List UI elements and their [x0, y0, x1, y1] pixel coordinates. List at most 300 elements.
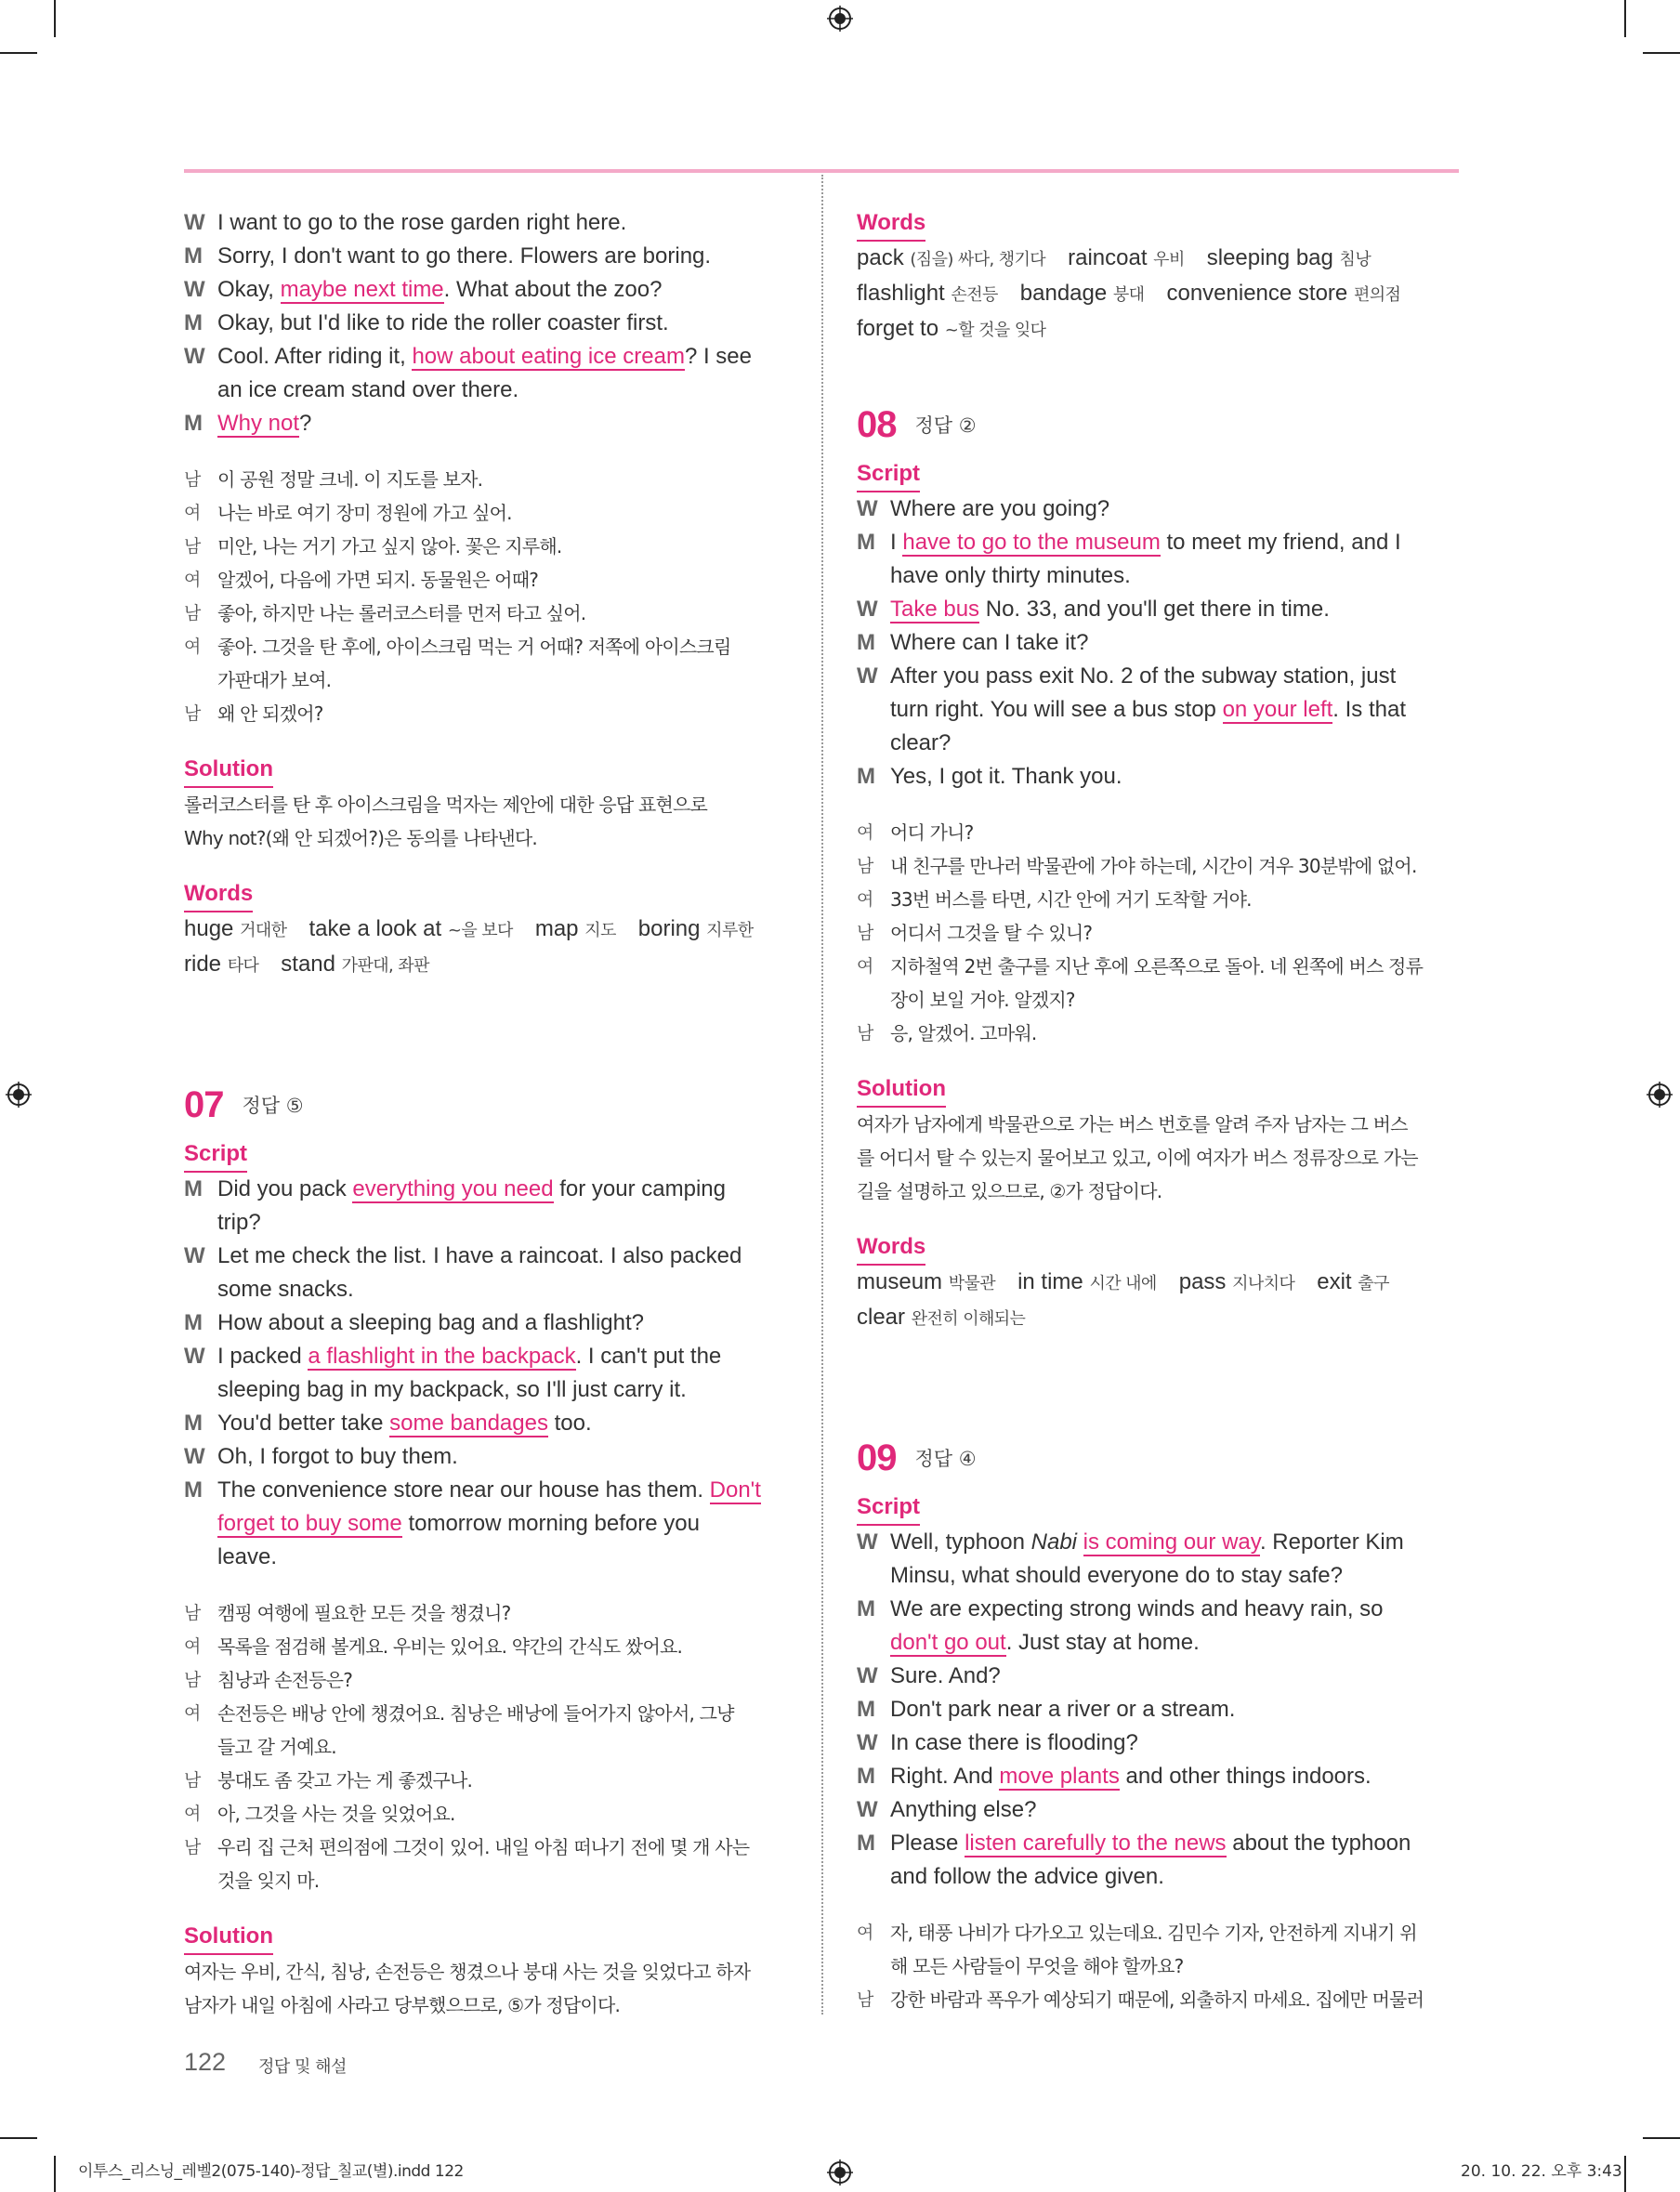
dialogue-text — [890, 1693, 1455, 1726]
key-phrase: maybe next time — [280, 277, 444, 302]
paragraph-line: 롤러코스터를 탄 후 아이스크림을 먹자는 제안에 대한 응답 표현으로 — [184, 794, 708, 816]
text-segment: an ice cream stand over there. — [217, 377, 519, 402]
text-segment: turn right. You will see a bus stop — [890, 697, 1223, 722]
answer-label: 정답 ⑤ — [242, 1095, 304, 1117]
speaker-label: M — [184, 243, 203, 269]
text-segment: We are expecting strong winds and heavy rain, so — [890, 1596, 1384, 1621]
dialogue-text: 장이 보일 거야. 알겠지? — [890, 989, 1075, 1011]
word-meaning: 편의점 — [1353, 285, 1401, 305]
dialogue-line — [184, 697, 782, 730]
speaker-label: W — [857, 1663, 878, 1688]
registration-mark-icon — [827, 2159, 853, 2185]
dialogue-line — [857, 1017, 1455, 1050]
word-english: forget to — [857, 316, 939, 341]
text-segment: You'd better take — [217, 1411, 390, 1436]
crop-mark — [0, 2137, 37, 2139]
text-segment: Well, typhoon — [890, 1529, 1031, 1555]
dialogue-text — [217, 240, 782, 273]
dialogue-line — [184, 1206, 782, 1240]
speaker-label: M — [184, 1477, 203, 1503]
dialogue-text — [217, 1507, 782, 1541]
paragraph-line: 길을 설명하고 있으므로, ②가 정답이다. — [857, 1180, 1162, 1202]
dialogue-line — [857, 1916, 1455, 1949]
speaker-label: M — [857, 1764, 875, 1789]
script-label: Script — [857, 457, 920, 492]
date-slug: 20. 10. 22. 오후 3:43 — [1461, 2162, 1622, 2181]
speaker-label: M — [857, 1831, 875, 1856]
speaker-label: 여 — [184, 570, 202, 590]
dialogue-line — [857, 760, 1455, 794]
text-segment: have only thirty minutes. — [890, 563, 1131, 588]
dialogue-line — [184, 1474, 782, 1507]
dialogue-text: 지하철역 2번 출구를 지난 후에 오른쪽으로 돌아. 네 왼쪽에 버스 정류 — [890, 955, 1424, 978]
text-segment: too. — [547, 1411, 592, 1436]
dialogue-line — [184, 1173, 782, 1206]
dialogue-text — [890, 1660, 1455, 1693]
speaker-label: 여 — [857, 889, 874, 910]
dialogue-text — [890, 693, 1455, 727]
dialogue-line — [184, 407, 782, 440]
dialogue-text — [890, 1526, 1455, 1559]
word-meaning: 박물관 — [948, 1274, 996, 1293]
dialogue-line — [857, 916, 1455, 950]
page-number: 122 — [184, 2048, 227, 2076]
dialogue-text — [890, 1793, 1455, 1827]
text-segment: and other things indoors. — [1119, 1764, 1372, 1789]
question-number: 08 — [857, 403, 897, 445]
speaker-label: 남 — [184, 703, 202, 724]
solution-text — [184, 788, 782, 855]
speaker-label: W — [184, 1444, 205, 1469]
word-english: flashlight — [857, 281, 945, 306]
solution-text — [857, 1108, 1455, 1208]
dialogue-text: 왜 안 되겠어? — [217, 702, 323, 725]
dialogue-text — [890, 1559, 1455, 1593]
text-segment: Let me check the list. I have a raincoat. I also packed — [217, 1243, 742, 1268]
speaker-label: W — [857, 1730, 878, 1755]
speaker-label: M — [184, 1176, 203, 1201]
text-segment: Okay, — [217, 277, 281, 302]
dialogue-text: 아, 그것을 사는 것을 잊었어요. — [217, 1803, 455, 1825]
word-english: convenience store — [1166, 281, 1348, 306]
left-column — [184, 206, 782, 2022]
text-segment: Sure. And? — [890, 1663, 1001, 1688]
text-segment: Cool. After riding it, — [217, 344, 413, 369]
key-phrase: on your left — [1222, 697, 1333, 722]
word-meaning: 손전등 — [951, 285, 998, 305]
text-segment: trip? — [217, 1210, 261, 1235]
dialogue-text: 가판대가 보여. — [217, 669, 332, 691]
right-column — [857, 206, 1455, 2016]
text-segment: clear? — [890, 730, 952, 755]
crop-mark — [1643, 2137, 1680, 2139]
question-number: 09 — [857, 1437, 897, 1478]
dialogue-line — [857, 660, 1455, 693]
speaker-label: M — [184, 1310, 203, 1335]
text-segment: . Is that — [1332, 697, 1406, 722]
speaker-label: W — [857, 1797, 878, 1822]
words-row — [184, 912, 782, 948]
dialogue-line — [184, 1273, 782, 1306]
speaker-label: 여 — [857, 956, 874, 977]
dialogue-line — [184, 1340, 782, 1373]
dialogue-text — [890, 727, 1455, 760]
speaker-label: M — [857, 630, 875, 655]
word-meaning: 타다 — [227, 956, 259, 976]
text-segment: In case there is flooding? — [890, 1730, 1138, 1755]
dialogue-line — [184, 307, 782, 340]
dialogue-line — [184, 1864, 782, 1897]
dialogue-en — [184, 1173, 782, 1574]
dialogue-line — [184, 1407, 782, 1440]
word-meaning: 지루한 — [706, 921, 754, 940]
dialogue-line — [184, 597, 782, 630]
word-english: huge — [184, 916, 234, 941]
text-segment: Please — [890, 1831, 965, 1856]
dialogue-ko — [857, 816, 1455, 1050]
word-meaning: 시간 내에 — [1089, 1274, 1157, 1293]
dialogue-line — [184, 463, 782, 496]
dialogue-line — [184, 1730, 782, 1764]
text-segment: I want to go to the rose garden right here. — [217, 210, 627, 235]
dialogue-line — [857, 1593, 1455, 1626]
dialogue-line — [184, 1507, 782, 1541]
dialogue-line — [184, 1596, 782, 1630]
answer-label: 정답 ② — [914, 414, 977, 437]
dialogue-line — [857, 693, 1455, 727]
dialogue-text: 캠핑 여행에 필요한 모든 것을 챙겼니? — [217, 1602, 511, 1624]
words-label: Words — [184, 877, 253, 912]
dialogue-line — [857, 1827, 1455, 1860]
dialogue-line — [184, 374, 782, 407]
dialogue-text — [217, 1306, 782, 1340]
text-segment: to meet my friend, and I — [1160, 530, 1401, 555]
dialogue-text: 나는 바로 여기 장미 정원에 가고 싶어. — [217, 502, 512, 524]
word-english: in time — [1017, 1269, 1083, 1294]
text-segment: and follow the advice given. — [890, 1864, 1164, 1889]
speaker-label: 남 — [184, 1603, 202, 1623]
speaker-label: M — [857, 530, 875, 555]
paragraph-line: 남자가 내일 아침에 사라고 당부했으므로, ⑤가 정답이다. — [184, 1994, 621, 2016]
word-english: pack — [857, 245, 904, 270]
dialogue-line — [184, 1797, 782, 1831]
speaker-label: 여 — [184, 1804, 202, 1824]
dialogue-text: 33번 버스를 타면, 시간 안에 거기 도착할 거야. — [890, 888, 1252, 911]
dialogue-line — [184, 340, 782, 374]
question-heading — [184, 1072, 782, 1137]
dialogue-text — [217, 407, 782, 440]
dialogue-line — [857, 1526, 1455, 1559]
text-segment: Sorry, I don't want to go there. Flowers are boring. — [217, 243, 712, 269]
dialogue-ko — [857, 1916, 1455, 2016]
word-english: clear — [857, 1305, 906, 1330]
speaker-label: W — [184, 1243, 205, 1268]
speaker-label: M — [857, 764, 875, 789]
dialogue-text — [890, 760, 1455, 794]
speaker-label: W — [184, 1344, 205, 1369]
dialogue-line — [857, 526, 1455, 559]
section-label: 정답 및 해설 — [258, 2057, 347, 2077]
speaker-label: W — [184, 344, 205, 369]
dialogue-text — [217, 206, 782, 240]
speaker-label: 남 — [184, 469, 202, 490]
text-segment: Did you pack — [217, 1176, 353, 1201]
paragraph-line: 를 어디서 탈 수 있는지 물어보고 있고, 이에 여자가 버스 정류장으로 가는 — [857, 1147, 1418, 1169]
text-segment: ? I see — [684, 344, 752, 369]
text-segment: tomorrow morning before you — [401, 1511, 700, 1536]
word-meaning: ~할 것을 잊다 — [944, 321, 1046, 340]
speaker-label: W — [184, 277, 205, 302]
dialogue-text — [217, 273, 782, 307]
word-english: sleeping bag — [1206, 245, 1333, 270]
dialogue-en — [857, 1526, 1455, 1894]
dialogue-line — [857, 1726, 1455, 1760]
word-english: boring — [637, 916, 701, 941]
dialogue-text: 우리 집 근처 편의점에 그것이 있어. 내일 아침 떠나기 전에 몇 개 사는 — [217, 1836, 750, 1858]
dialogue-text — [890, 526, 1455, 559]
text-segment: Right. And — [890, 1764, 1000, 1789]
text-segment: leave. — [217, 1544, 278, 1569]
words-row — [857, 1266, 1455, 1301]
key-phrase: listen carefully to the news — [965, 1831, 1227, 1856]
speaker-label: 남 — [184, 536, 202, 557]
word-meaning: 출구 — [1358, 1274, 1389, 1293]
dialogue-line — [857, 492, 1455, 526]
key-phrase: a flashlight in the backpack — [308, 1344, 576, 1369]
dialogue-line — [857, 1693, 1455, 1726]
dialogue-text — [217, 1541, 782, 1574]
text-segment: Anything else? — [890, 1797, 1037, 1822]
column-divider — [821, 175, 823, 2015]
dialogue-text — [890, 1626, 1455, 1660]
speaker-label: W — [184, 210, 205, 235]
word-english: bandage — [1019, 281, 1108, 306]
text-segment: After you pass exit No. 2 of the subway station, just — [890, 663, 1397, 689]
speaker-label: 남 — [857, 856, 874, 876]
key-phrase: everything you need — [352, 1176, 554, 1201]
text-segment: Oh, I forgot to buy them. — [217, 1444, 458, 1469]
dialogue-text — [890, 1827, 1455, 1860]
speaker-label: M — [184, 1411, 203, 1436]
dialogue-line — [857, 593, 1455, 626]
speaker-label: 여 — [857, 1923, 874, 1943]
dialogue-text — [890, 559, 1455, 593]
speaker-label: M — [857, 1596, 875, 1621]
dialogue-ko — [184, 1596, 782, 1897]
dialogue-line — [857, 1626, 1455, 1660]
words-list — [857, 1266, 1455, 1336]
key-phrase: is coming our way — [1083, 1529, 1260, 1555]
speaker-label: 남 — [857, 1989, 874, 2010]
registration-mark-icon — [1647, 1082, 1673, 1108]
text-segment: Okay, but I'd like to ride the roller coaster first. — [217, 310, 669, 335]
text-segment: No. 33, and you'll get there in time. — [979, 597, 1330, 622]
speaker-label: 여 — [184, 1636, 202, 1657]
speaker-label: 여 — [184, 637, 202, 657]
dialogue-text — [890, 1760, 1455, 1793]
speaker-label: W — [857, 1529, 878, 1555]
dialogue-line — [184, 663, 782, 697]
key-phrase: some bandages — [389, 1411, 548, 1436]
key-phrase: forget to buy some — [217, 1511, 402, 1536]
crop-mark — [1643, 52, 1680, 54]
word-english: pass — [1178, 1269, 1227, 1294]
text-segment: about the typhoon — [1226, 1831, 1411, 1856]
dialogue-line — [857, 1983, 1455, 2016]
dialogue-text: 침낭과 손전등은? — [217, 1669, 353, 1691]
dialogue-text: 응, 알겠어. 고마워. — [890, 1022, 1037, 1044]
dialogue-text — [217, 1340, 782, 1373]
dialogue-text: 좋아, 하지만 나는 롤러코스터를 먼저 타고 싶어. — [217, 602, 586, 624]
dialogue-line — [184, 206, 782, 240]
word-english: exit — [1317, 1269, 1352, 1294]
dialogue-line — [857, 950, 1455, 983]
word-meaning: 지나치다 — [1232, 1274, 1295, 1293]
dialogue-line — [184, 1630, 782, 1663]
dialogue-text — [890, 593, 1455, 626]
text-segment: ? — [299, 411, 312, 436]
dialogue-line — [184, 1663, 782, 1697]
dialogue-line — [857, 816, 1455, 849]
speaker-label: W — [857, 597, 878, 622]
words-label: Words — [857, 1230, 925, 1266]
solution-label: Solution — [184, 1920, 273, 1955]
key-phrase: don't go out — [890, 1630, 1006, 1655]
dialogue-text: 목록을 점검해 볼게요. 우비는 있어요. 약간의 간식도 쌌어요. — [217, 1635, 683, 1658]
words-row — [857, 312, 1455, 348]
word-english: raincoat — [1068, 245, 1148, 270]
dialogue-line — [857, 849, 1455, 883]
speaker-label: 남 — [184, 1770, 202, 1791]
text-segment: I packed — [217, 1344, 308, 1369]
dialogue-text: 좋아. 그것을 탄 후에, 아이스크림 먹는 거 어때? 저쪽에 아이스크림 — [217, 636, 731, 658]
dialogue-line — [184, 1240, 782, 1273]
dialogue-text: 해 모든 사람들이 무엇을 해야 할까요? — [890, 1955, 1184, 1977]
speaker-label: W — [857, 496, 878, 521]
speaker-label: 남 — [857, 1023, 874, 1043]
dialogue-text — [217, 340, 782, 374]
dialogue-line — [857, 1660, 1455, 1693]
speaker-label: M — [184, 310, 203, 335]
words-row — [184, 948, 782, 983]
dialogue-text — [890, 660, 1455, 693]
crop-mark — [54, 0, 56, 37]
dialogue-line — [857, 559, 1455, 593]
dialogue-text — [890, 626, 1455, 660]
key-phrase: have to go to the museum — [902, 530, 1161, 555]
dialogue-line — [184, 1373, 782, 1407]
key-phrase: Don't — [709, 1477, 761, 1503]
speaker-label: M — [184, 411, 203, 436]
dialogue-line — [184, 496, 782, 530]
solution-label: Solution — [857, 1072, 946, 1108]
speaker-label: W — [857, 663, 878, 689]
text-segment: . I can't put the — [575, 1344, 722, 1369]
dialogue-text: 이 공원 정말 크네. 이 지도를 보자. — [217, 468, 483, 491]
script-label: Script — [184, 1137, 247, 1173]
word-meaning: ~을 보다 — [447, 921, 513, 940]
text-segment: Minsu, what should everyone do to stay safe? — [890, 1563, 1343, 1588]
dialogue-line — [184, 273, 782, 307]
solution-label: Solution — [184, 753, 273, 788]
text-segment: . Reporter Kim — [1259, 1529, 1404, 1555]
text-segment — [1077, 1529, 1083, 1555]
file-slug: 이투스_리스닝_레벨2(075-140)-정답_칠교(별).indd 122 — [78, 2162, 464, 2181]
top-rule — [184, 169, 1459, 173]
word-meaning: (짐을) 싸다, 챙기다 — [910, 250, 1046, 269]
dialogue-text: 것을 잊지 마. — [217, 1870, 320, 1892]
crop-mark — [54, 2156, 56, 2192]
dialogue-text: 미안, 나는 거기 가고 싶지 않아. 꽃은 지루해. — [217, 535, 562, 558]
registration-mark-icon — [827, 6, 853, 32]
word-english: museum — [857, 1269, 943, 1294]
dialogue-line — [857, 883, 1455, 916]
dialogue-text: 붕대도 좀 갖고 가는 게 좋겠구나. — [217, 1769, 473, 1792]
key-phrase: Why not — [217, 411, 300, 436]
dialogue-text — [217, 307, 782, 340]
speaker-label: 남 — [184, 603, 202, 623]
dialogue-ko — [184, 463, 782, 730]
question-heading — [857, 1425, 1455, 1490]
words-row — [857, 242, 1455, 277]
speaker-label: 여 — [184, 503, 202, 523]
word-english: take a look at — [308, 916, 442, 941]
word-meaning: 완전히 이해되는 — [911, 1309, 1026, 1329]
solution-text — [184, 1955, 782, 2022]
dialogue-line — [184, 630, 782, 663]
words-list — [857, 242, 1455, 348]
word-meaning: 가판대, 좌판 — [341, 956, 429, 976]
dialogue-line — [184, 1831, 782, 1864]
dialogue-line — [184, 1764, 782, 1797]
text-segment: Don't park near a river or a stream. — [890, 1697, 1236, 1722]
dialogue-line — [857, 983, 1455, 1017]
question-number: 07 — [184, 1083, 224, 1125]
paragraph-line: Why not?(왜 안 되겠어?)은 동의를 나타낸다. — [184, 827, 537, 849]
words-row — [857, 1301, 1455, 1336]
dialogue-text — [890, 1593, 1455, 1626]
words-label: Words — [857, 206, 925, 242]
word-english: ride — [184, 952, 222, 977]
dialogue-line — [184, 1306, 782, 1340]
text-segment: sleeping bag in my backpack, so I'll just carry it. — [217, 1377, 687, 1402]
dialogue-line — [184, 563, 782, 597]
dialogue-text — [217, 1173, 782, 1206]
dialogue-line — [857, 626, 1455, 660]
words-row — [857, 277, 1455, 312]
dialogue-text — [890, 1860, 1455, 1894]
key-phrase: how about eating ice cream — [412, 344, 685, 369]
word-meaning: 침낭 — [1339, 250, 1372, 269]
dialogue-text — [890, 492, 1455, 526]
text-segment: . What about the zoo? — [443, 277, 663, 302]
crop-mark — [1624, 2156, 1626, 2192]
dialogue-en — [184, 206, 782, 440]
speaker-label: 남 — [184, 1670, 202, 1690]
paragraph-line: 여자는 우비, 간식, 침낭, 손전등은 챙겼으나 붕대 사는 것을 잊었다고 하자 — [184, 1961, 751, 1983]
text-segment: The convenience store near our house has them. — [217, 1477, 710, 1503]
registration-mark-icon — [6, 1082, 32, 1108]
speaker-label: 남 — [857, 923, 874, 943]
dialogue-line — [184, 1440, 782, 1474]
text-segment: How about a sleeping bag and a flashlight? — [217, 1310, 644, 1335]
dialogue-text: 어디서 그것을 탈 수 있니? — [890, 922, 1093, 944]
dialogue-line — [184, 530, 782, 563]
dialogue-line — [857, 1949, 1455, 1983]
speaker-label: 여 — [857, 822, 874, 843]
words-list — [184, 912, 782, 983]
dialogue-line — [184, 1697, 782, 1730]
